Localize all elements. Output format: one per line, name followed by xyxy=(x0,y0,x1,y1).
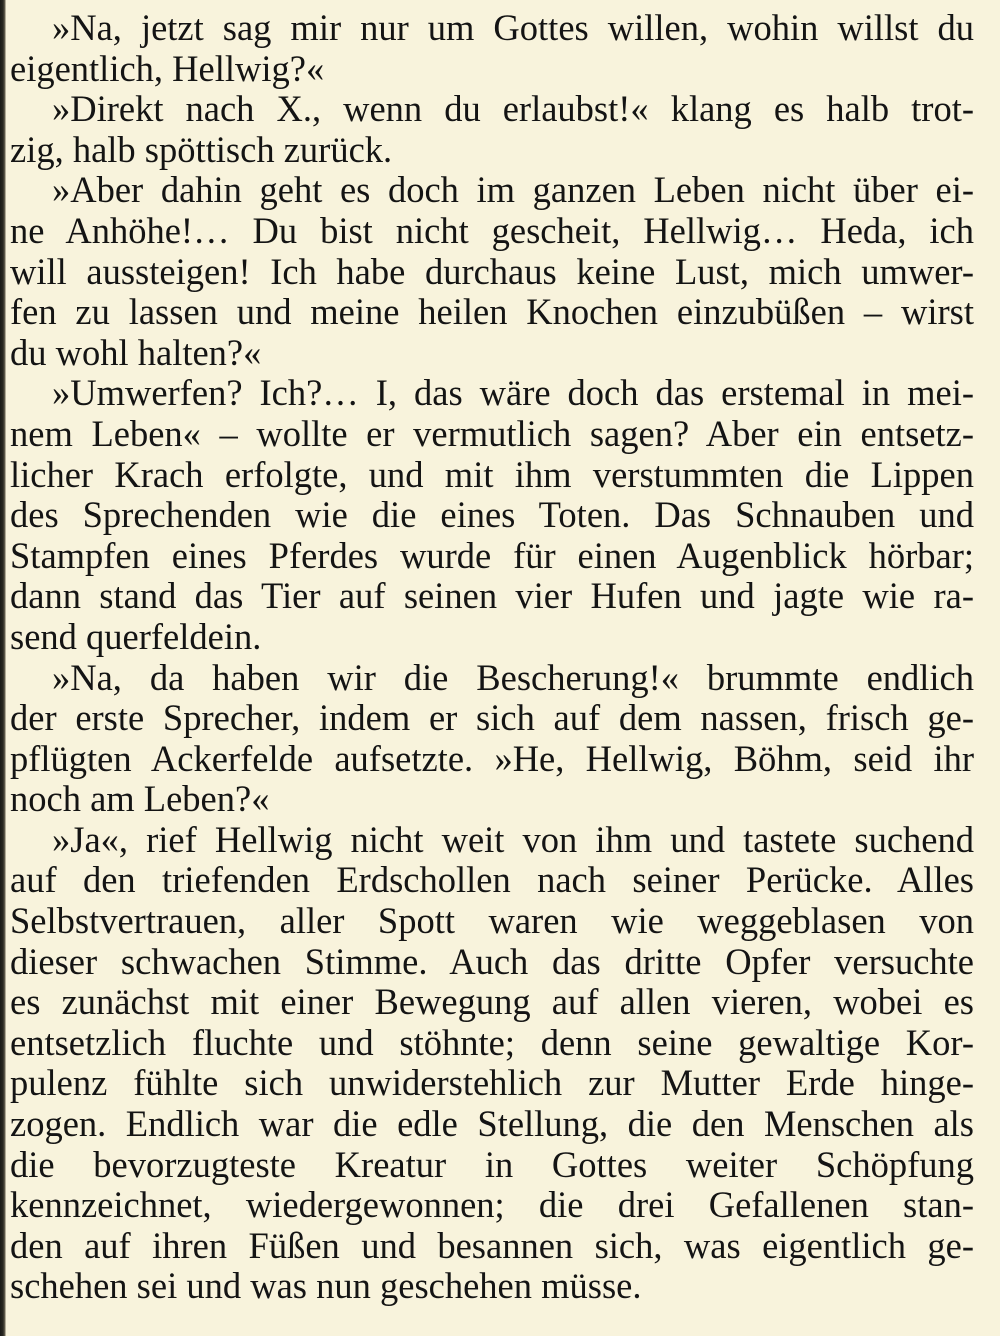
text-line: den auf ihren Füßen und besannen sich, was eigentlich ge- xyxy=(10,1224,974,1266)
text-line: »Na, jetzt sag mir nur um Gottes willen, wohin willst du xyxy=(52,7,974,48)
text-line: fen zu lassen und meine heilen Knochen einzubüßen – wirst xyxy=(10,291,974,333)
text-line: des Sprechenden wie die eines Toten. Das Schnauben und xyxy=(10,494,974,536)
text-line: »Direkt nach X., wenn du erlaubst!« klang es halb trot- xyxy=(52,88,974,130)
text-line: dieser schwachen Stimme. Auch das dritte Opfer versuchte xyxy=(10,940,974,982)
page-spine-shadow xyxy=(0,0,6,1336)
text-line: eigentlich, Hellwig?« xyxy=(10,47,325,89)
text-line: »Na, da haben wir die Bescherung!« brummte endlich xyxy=(52,656,974,698)
text-line: entsetzlich fluchte und stöhnte; denn seine gewaltige Kor- xyxy=(10,1021,974,1063)
text-line: »Aber dahin geht es doch im ganzen Leben nicht über ei- xyxy=(52,169,974,211)
text-line: es zunächst mit einer Bewegung auf allen vieren, wobei es xyxy=(10,981,974,1023)
text-line: zig, halb spöttisch zurück. xyxy=(10,128,393,170)
text-line: schehen sei und was nun geschehen müsse. xyxy=(10,1265,642,1307)
text-line: will aussteigen! Ich habe durchaus keine Lust, mich umwer- xyxy=(10,250,974,292)
text-line: »Umwerfen? Ich?… I, das wäre doch das erstemal in mei- xyxy=(52,372,974,414)
text-line: ne Anhöhe!… Du bist nicht gescheit, Hellwig… Heda, ich xyxy=(10,209,974,251)
text-line: du wohl halten?« xyxy=(10,331,262,373)
text-line: Stampfen eines Pferdes wurde für einen Augenblick hörbar; xyxy=(10,534,974,576)
text-line: noch am Leben?« xyxy=(10,778,270,820)
text-line: auf den triefenden Erdschollen nach seiner Perücke. Alles xyxy=(10,859,974,901)
text-line: »Ja«, rief Hellwig nicht weit von ihm und tastete suchend xyxy=(52,818,974,860)
body-text xyxy=(10,8,974,1307)
text-line: Selbstvertrauen, aller Spott waren wie weggeblasen von xyxy=(10,900,974,942)
text-line: pulenz fühlte sich unwiderstehlich zur Mutter Erde hinge- xyxy=(10,1062,974,1104)
text-line: dann stand das Tier auf seinen vier Hufen und jagte wie ra- xyxy=(10,575,974,617)
text-line: kennzeichnet, wiedergewonnen; die drei Gefallenen stan- xyxy=(10,1184,974,1226)
text-line: licher Krach erfolgte, und mit ihm verstummten die Lippen xyxy=(10,453,974,495)
text-line: pflügten Ackerfelde aufsetzte. »He, Hellwig, Böhm, seid ihr xyxy=(10,737,974,779)
text-line: die bevorzugteste Kreatur in Gottes weiter Schöpfung xyxy=(10,1143,974,1185)
text-line: der erste Sprecher, indem er sich auf dem nassen, frisch ge- xyxy=(10,697,974,739)
text-line: nem Leben« – wollte er vermutlich sagen? Aber ein entsetz- xyxy=(10,412,974,454)
text-line: zogen. Endlich war die edle Stellung, die den Menschen als xyxy=(10,1103,974,1145)
text-line: send querfeldein. xyxy=(10,615,262,657)
